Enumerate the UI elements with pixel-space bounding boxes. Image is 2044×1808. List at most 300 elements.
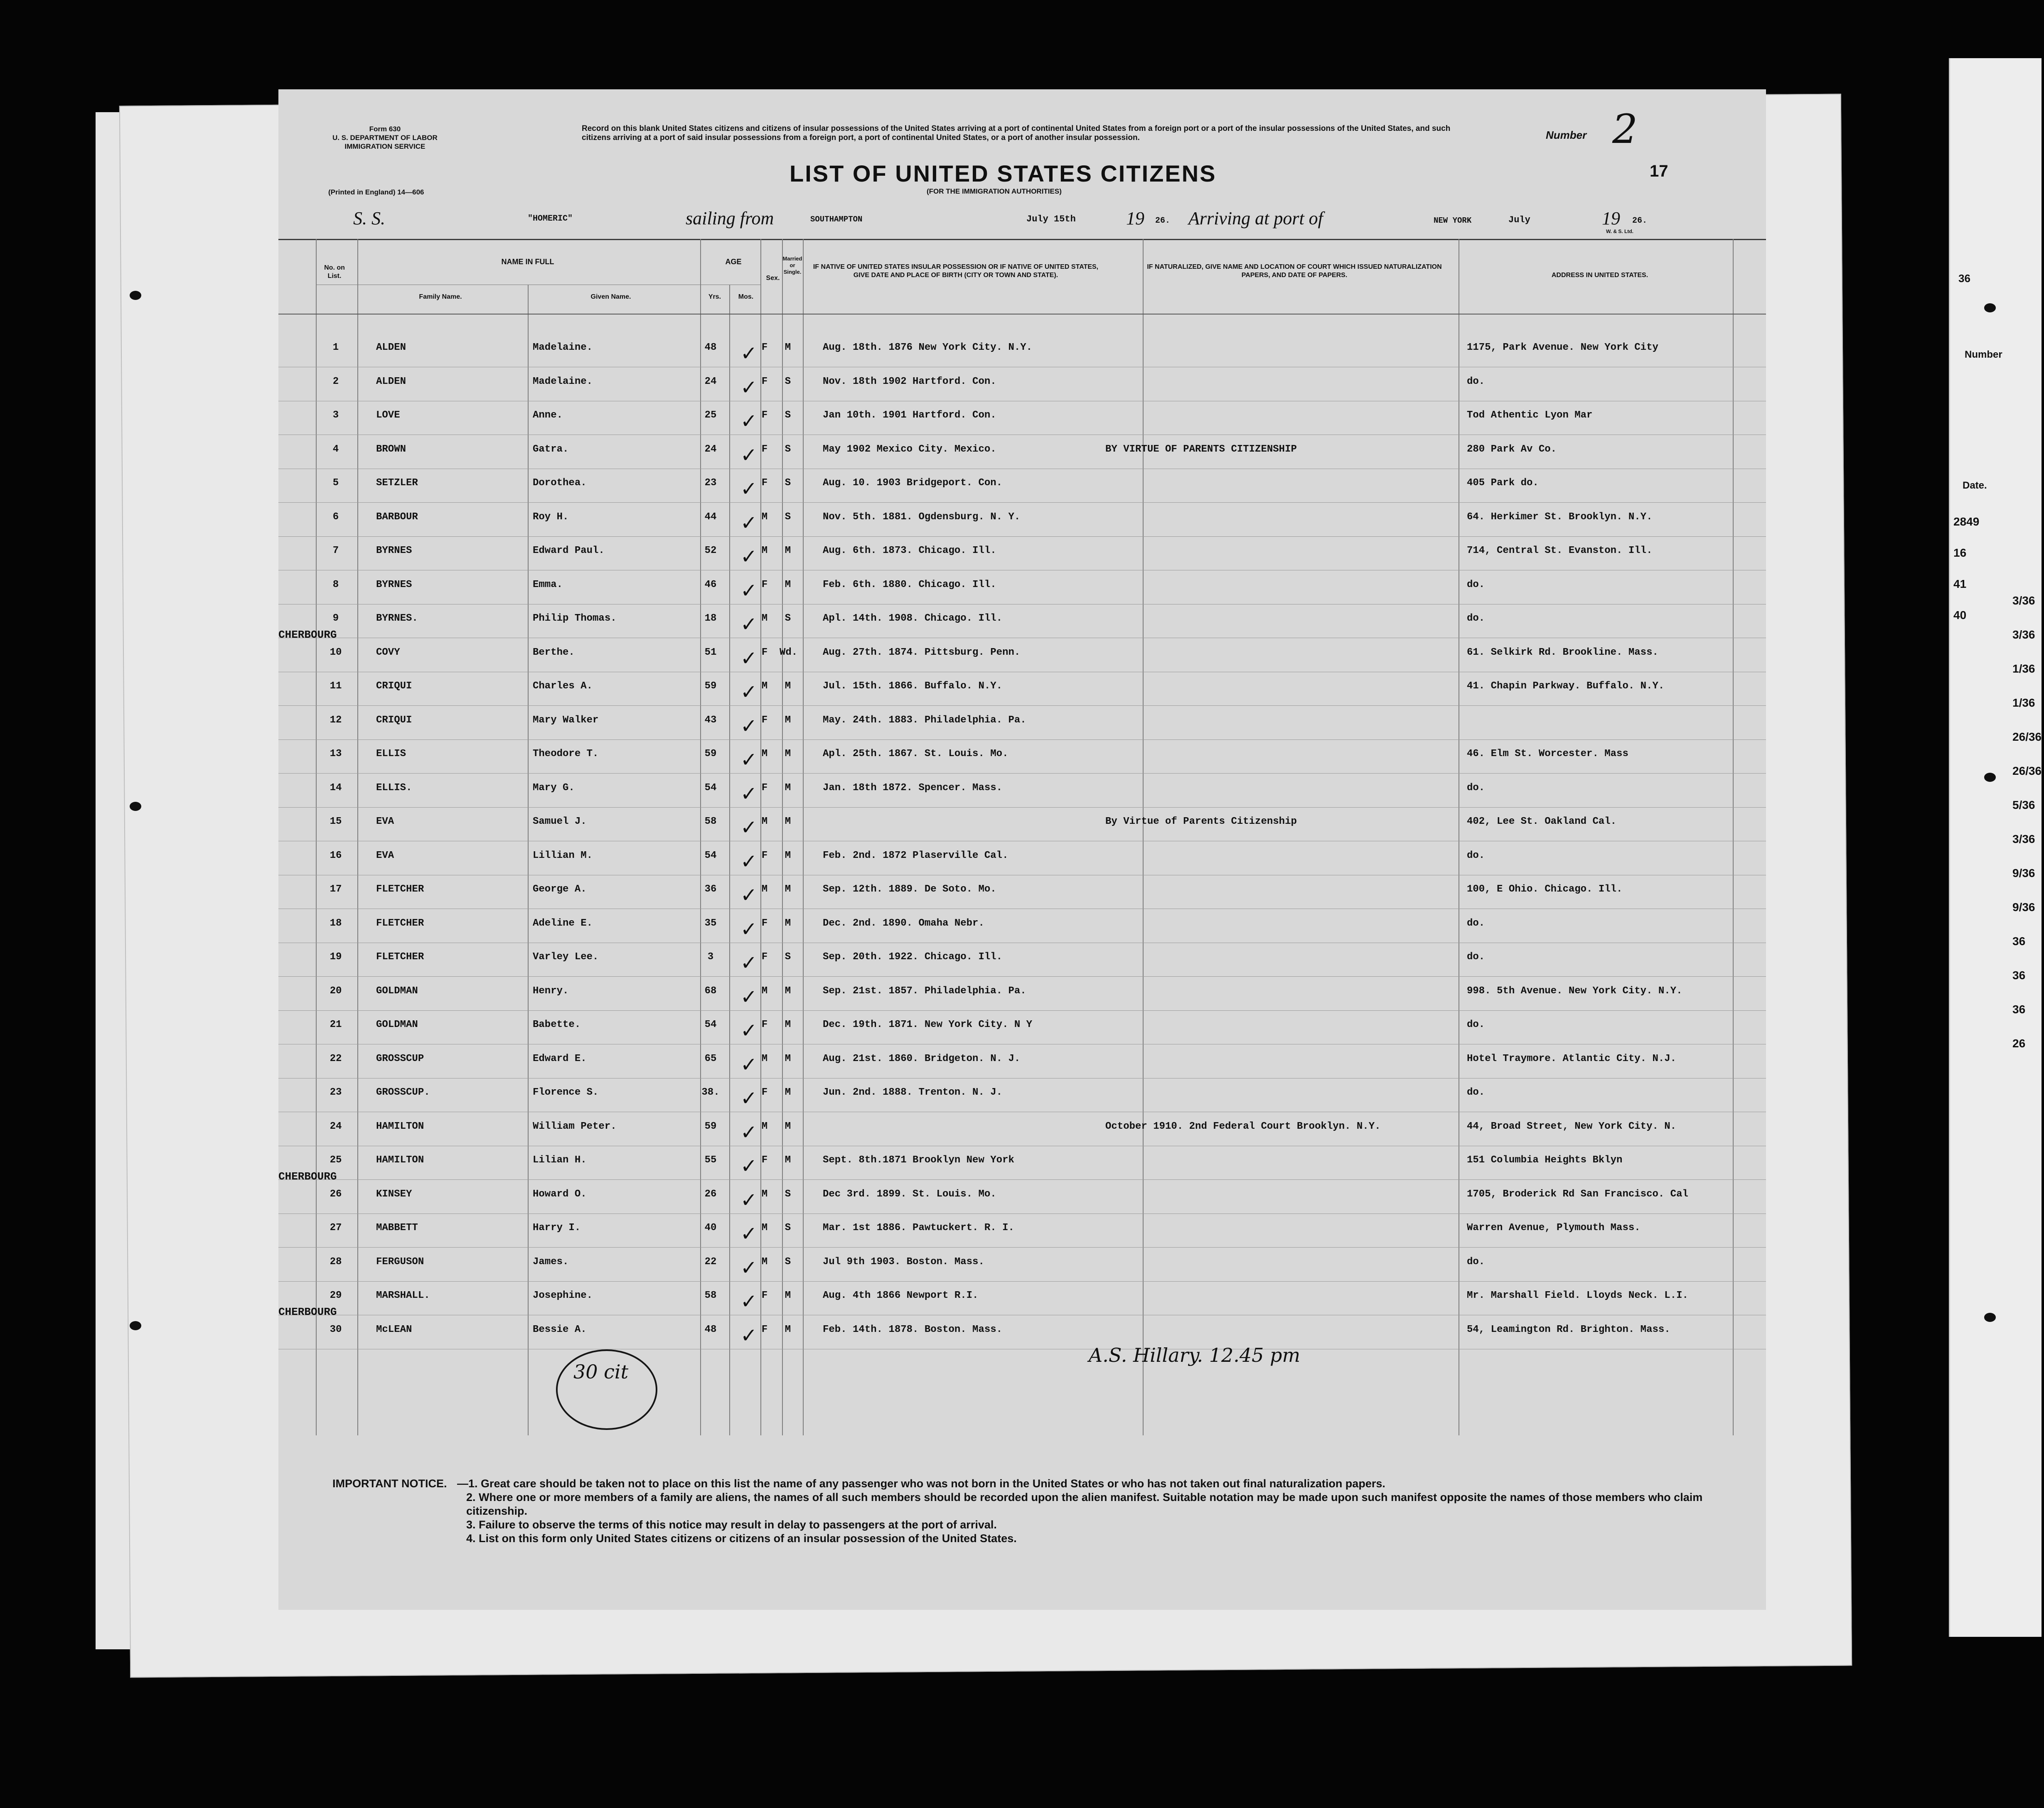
right-date-label: Date.: [1963, 480, 1987, 491]
given-name: Josephine.: [533, 1290, 593, 1301]
table-row: [278, 436, 1766, 469]
row-number: 8: [332, 579, 339, 590]
age-years: 48: [704, 1324, 717, 1335]
table-row: [278, 808, 1766, 842]
birth-info: Jun. 2nd. 1888. Trenton. N. J.: [823, 1087, 1003, 1098]
page-number: 17: [1650, 162, 1668, 180]
check-mark: ✓: [740, 1019, 758, 1042]
row-number: 29: [330, 1290, 342, 1301]
check-mark: ✓: [740, 1188, 758, 1212]
sex: M: [761, 816, 768, 827]
us-address: 998. 5th Avenue. New York City. N.Y.: [1467, 985, 1682, 997]
header-yrs: Yrs.: [708, 293, 721, 300]
age-years: 38.: [701, 1087, 720, 1098]
sex: F: [761, 342, 768, 353]
birth-info: Aug. 6th. 1873. Chicago. Ill.: [823, 545, 996, 556]
sex: F: [761, 714, 768, 726]
row-number: 1: [332, 342, 339, 353]
us-address: 714, Central St. Evanston. Ill.: [1467, 545, 1653, 556]
check-mark: ✓: [740, 748, 758, 771]
table-row: [278, 843, 1766, 876]
check-mark: ✓: [740, 714, 758, 738]
row-number: 25: [330, 1155, 342, 1166]
given-name: Mary Walker: [533, 714, 599, 726]
family-name: SETZLER: [376, 477, 418, 489]
us-address: Mr. Marshall Field. Lloyds Neck. L.I.: [1467, 1290, 1688, 1301]
sex: M: [761, 680, 768, 692]
printer: W. & S. Ltd.: [1606, 228, 1633, 234]
given-name: Mary G.: [533, 782, 575, 793]
us-address: 54, Leamington Rd. Brighton. Mass.: [1467, 1324, 1670, 1335]
circled-note: [544, 1340, 669, 1440]
birth-info: Apl. 14th. 1908. Chicago. Ill.: [823, 613, 1003, 624]
preamble: Record on this blank United States citizens and citizens of insular possessions of the United States arriving at a port of continental United States from a foreign port or a port of the insular possessions of the United States, and such citizens arriving at a port of said insular possessions from a foreign port, a port of continental United States, or a port of another insular possession.: [582, 124, 1451, 142]
header-married: Married or Single.: [782, 255, 802, 275]
family-name: HAMILTON: [376, 1155, 424, 1166]
family-name: EVA: [376, 850, 394, 861]
birth-info: Nov. 5th. 1881. Ogdensburg. N. Y.: [823, 511, 1021, 523]
age-years: 43: [704, 714, 717, 726]
family-name: COVY: [376, 646, 400, 658]
table-row: [278, 1147, 1766, 1180]
row-rule: [278, 1281, 1766, 1282]
birth-info: Aug. 27th. 1874. Pittsburg. Penn.: [823, 646, 1021, 658]
marital-status: S: [785, 376, 791, 387]
given-name: Bessie A.: [533, 1324, 587, 1335]
us-address: 405 Park do.: [1467, 477, 1539, 489]
us-address: do.: [1467, 1019, 1485, 1030]
check-mark: ✓: [740, 579, 758, 602]
birth-info: Aug. 21st. 1860. Bridgeton. N. J.: [823, 1053, 1021, 1064]
sex: M: [761, 1120, 768, 1132]
age-years: 24: [704, 443, 717, 455]
family-name: CRIQUI: [376, 680, 412, 692]
marital-status: M: [785, 1053, 791, 1064]
sex: M: [761, 545, 768, 556]
marital-status: M: [785, 545, 791, 556]
given-name: Henry.: [533, 985, 569, 997]
us-address: do.: [1467, 1087, 1485, 1098]
family-name: FLETCHER: [376, 951, 424, 963]
check-mark: ✓: [740, 850, 758, 873]
sex: F: [761, 1087, 768, 1098]
birth-info: Feb. 2nd. 1872 Plaserville Cal.: [823, 850, 1008, 861]
us-address: 151 Columbia Heights Bklyn: [1467, 1155, 1623, 1166]
table-row: [278, 1317, 1766, 1350]
row-rule: [278, 773, 1766, 774]
given-name: Dorothea.: [533, 477, 587, 489]
sex: F: [761, 579, 768, 590]
row-number: 2: [332, 376, 339, 387]
sex: F: [761, 1019, 768, 1030]
marital-status: M: [785, 816, 791, 827]
given-name: Berthe.: [533, 646, 575, 658]
table-row: [278, 1215, 1766, 1248]
us-address: do.: [1467, 850, 1485, 861]
us-address: 41. Chapin Parkway. Buffalo. N.Y.: [1467, 680, 1665, 692]
sex: F: [761, 1290, 768, 1301]
marital-status: M: [785, 1324, 791, 1335]
ship-name: "HOMERIC": [528, 214, 573, 224]
row-number: 5: [332, 477, 339, 489]
table-row: [278, 334, 1766, 368]
row-number: 20: [330, 985, 342, 997]
check-mark: ✓: [740, 1120, 758, 1144]
check-mark: ✓: [740, 1222, 758, 1245]
row-number: 10: [330, 646, 342, 658]
marital-status: M: [785, 1120, 791, 1132]
check-mark: ✓: [740, 1053, 758, 1076]
us-address: 1175, Park Avenue. New York City: [1467, 342, 1658, 353]
form-number: Form 630: [369, 125, 401, 133]
given-name: Edward E.: [533, 1053, 587, 1064]
right-date: 3/36: [2012, 628, 2035, 641]
given-name: Lilian H.: [533, 1155, 587, 1166]
number-label: Number: [1546, 129, 1587, 141]
us-address: 44, Broad Street, New York City. N.: [1467, 1120, 1677, 1132]
naturalization-info: BY VIRTUE OF PARENTS CITIZENSHIP: [1105, 443, 1297, 455]
table-row: [278, 775, 1766, 808]
age-years: 54: [704, 850, 717, 861]
sex: M: [761, 613, 768, 624]
table-row: [278, 707, 1766, 740]
margin-port-label: CHERBOURG: [278, 1305, 337, 1318]
us-address: do.: [1467, 613, 1485, 624]
sex: M: [761, 884, 768, 895]
age-years: 26: [704, 1188, 717, 1200]
age-years: 59: [704, 680, 717, 692]
table-row: [278, 1046, 1766, 1079]
marital-status: M: [785, 579, 791, 590]
check-mark: ✓: [740, 545, 758, 568]
sail-date: July 15th: [1026, 214, 1076, 224]
header-mos: Mos.: [738, 293, 754, 300]
row-number: 7: [332, 545, 339, 556]
background-sheet-right: [1949, 58, 2042, 1637]
given-name: Emma.: [533, 579, 563, 590]
age-years: 51: [704, 646, 717, 658]
birth-info: Jan 10th. 1901 Hartford. Con.: [823, 410, 996, 421]
signature: A.S. Hillary. 12.45 pm: [1089, 1344, 1301, 1366]
row-number: 28: [330, 1256, 342, 1268]
birth-info: May 1902 Mexico City. Mexico.: [823, 443, 996, 455]
us-address: do.: [1467, 579, 1485, 590]
marital-status: M: [785, 1155, 791, 1166]
age-years: 48: [704, 342, 717, 353]
family-name: MARSHALL.: [376, 1290, 430, 1301]
check-mark: ✓: [740, 376, 758, 399]
birth-info: Sept. 8th.1871 Brooklyn New York: [823, 1155, 1014, 1166]
notice-label: IMPORTANT NOTICE.: [332, 1477, 447, 1490]
right-date: 36: [2012, 1003, 2026, 1016]
binder-hole: [130, 802, 141, 811]
margin-port-label: CHERBOURG: [278, 628, 337, 641]
row-number: 14: [330, 782, 342, 793]
header-sex: Sex.: [766, 275, 780, 282]
right-number: 40: [1953, 609, 1967, 622]
row-number: 15: [330, 816, 342, 827]
us-address: do.: [1467, 376, 1485, 387]
birth-info: Feb. 14th. 1878. Boston. Mass.: [823, 1324, 1003, 1335]
notice-item: 4. List on this form only United States citizens or citizens of an insular possession of the United States.: [466, 1532, 1017, 1545]
table-row: [278, 504, 1766, 537]
given-name: Theodore T.: [533, 748, 599, 759]
us-address: do.: [1467, 782, 1485, 793]
age-years: 59: [704, 1120, 717, 1132]
row-rule: [278, 1247, 1766, 1248]
sex: F: [761, 410, 768, 421]
age-years: 59: [704, 748, 717, 759]
check-mark: ✓: [740, 1290, 758, 1313]
table-row: [278, 538, 1766, 571]
row-number: 17: [330, 884, 342, 895]
given-name: Harry I.: [533, 1222, 581, 1233]
family-name: BYRNES: [376, 579, 412, 590]
table-row: [278, 605, 1766, 639]
row-rule: [278, 705, 1766, 706]
table-row: [278, 639, 1766, 673]
row-number: 26: [330, 1188, 342, 1200]
notice-items: [457, 1477, 1741, 1545]
check-mark: ✓: [740, 680, 758, 704]
right-date: 3/36: [2012, 594, 2035, 607]
family-name: BROWN: [376, 443, 406, 455]
year-prefix-2: 19: [1602, 208, 1620, 228]
marital-status: M: [785, 1019, 791, 1030]
family-name: ELLIS.: [376, 782, 412, 793]
sex: F: [761, 850, 768, 861]
given-name: Gatra.: [533, 443, 569, 455]
port-to: NEW YORK: [1434, 216, 1472, 225]
right-date: 1/36: [2012, 696, 2035, 709]
sex: M: [761, 1053, 768, 1064]
family-name: ALDEN: [376, 376, 406, 387]
birth-info: Nov. 18th 1902 Hartford. Con.: [823, 376, 996, 387]
sex: F: [761, 917, 768, 929]
marital-status: M: [785, 680, 791, 692]
birth-info: Dec. 19th. 1871. New York City. N Y: [823, 1019, 1033, 1030]
manifest-form: [278, 89, 1766, 1610]
age-years: 52: [704, 545, 717, 556]
sailing-from-label: sailing from: [686, 208, 774, 228]
row-number: 18: [330, 917, 342, 929]
sex: M: [761, 748, 768, 759]
right-col-number: 36: [1958, 272, 1970, 285]
table-row: [278, 1181, 1766, 1214]
right-date: 36: [2012, 969, 2026, 982]
birth-info: Dec. 2nd. 1890. Omaha Nebr.: [823, 917, 984, 929]
sex: F: [761, 782, 768, 793]
row-number: 24: [330, 1120, 342, 1132]
row-number: 30: [330, 1324, 342, 1335]
check-mark: ✓: [740, 917, 758, 941]
given-name: Florence S.: [533, 1087, 599, 1098]
given-name: Howard O.: [533, 1188, 587, 1200]
header-no: No. on List.: [324, 264, 345, 280]
sex: M: [761, 1256, 768, 1268]
sex: F: [761, 477, 768, 489]
table-row: [278, 1113, 1766, 1147]
age-years: 55: [704, 1155, 717, 1166]
table-row: [278, 402, 1766, 435]
us-address: 100, E Ohio. Chicago. Ill.: [1467, 884, 1623, 895]
marital-status: M: [785, 1087, 791, 1098]
row-number: 3: [332, 410, 339, 421]
table-row: [278, 944, 1766, 977]
family-name: GOLDMAN: [376, 1019, 418, 1030]
birth-info: Feb. 6th. 1880. Chicago. Ill.: [823, 579, 996, 590]
check-mark: ✓: [740, 613, 758, 636]
marital-status: M: [785, 342, 791, 353]
notice-item: —1. Great care should be taken not to place on this list the name of any passenger who was not born in the United States or who has not taken out final naturalization papers.: [457, 1477, 1385, 1490]
birth-info: Aug. 18th. 1876 New York City. N.Y.: [823, 342, 1033, 353]
marital-status: M: [785, 917, 791, 929]
check-mark: ✓: [740, 646, 758, 670]
marital-status: S: [785, 613, 791, 624]
family-name: GROSSCUP.: [376, 1087, 430, 1098]
circled-note-text: 30 cit: [573, 1361, 629, 1383]
age-years: 68: [704, 985, 717, 997]
us-address: Tod Athentic Lyon Mar: [1467, 410, 1593, 421]
age-years: 24: [704, 376, 717, 387]
row-number: 12: [330, 714, 342, 726]
family-name: EVA: [376, 816, 394, 827]
us-address: 402, Lee St. Oakland Cal.: [1467, 816, 1617, 827]
table-row: [278, 470, 1766, 503]
check-mark: ✓: [740, 884, 758, 907]
binder-hole: [130, 1321, 141, 1330]
right-number: 2849: [1953, 515, 1980, 528]
check-mark: ✓: [740, 782, 758, 806]
age-years: 3: [707, 951, 714, 963]
table-row: [278, 1079, 1766, 1113]
given-name: Madelaine.: [533, 376, 593, 387]
check-mark: ✓: [740, 511, 758, 535]
row-number: 27: [330, 1222, 342, 1233]
right-number: 16: [1953, 546, 1967, 559]
marital-status: S: [785, 1188, 791, 1200]
family-name: FLETCHER: [376, 884, 424, 895]
check-mark: ✓: [740, 1256, 758, 1280]
marital-status: M: [785, 850, 791, 861]
naturalization-info: October 1910. 2nd Federal Court Brooklyn. N.Y.: [1105, 1120, 1381, 1132]
check-mark: ✓: [740, 816, 758, 839]
family-name: GROSSCUP: [376, 1053, 424, 1064]
service: IMMIGRATION SERVICE: [344, 142, 426, 150]
family-name: HAMILTON: [376, 1120, 424, 1132]
row-rule: [278, 1010, 1766, 1011]
row-number: 19: [330, 951, 342, 963]
given-name: Madelaine.: [533, 342, 593, 353]
marital-status: M: [785, 714, 791, 726]
check-mark: ✓: [740, 1324, 758, 1347]
naturalization-info: By Virtue of Parents Citizenship: [1105, 816, 1297, 827]
right-date: 9/36: [2012, 901, 2035, 914]
marital-status: S: [785, 951, 791, 963]
table-row: [278, 368, 1766, 402]
check-mark: ✓: [740, 477, 758, 501]
given-name: Roy H.: [533, 511, 569, 523]
age-years: 54: [704, 782, 717, 793]
port-from: SOUTHAMPTON: [810, 215, 863, 224]
right-number: 41: [1953, 577, 1967, 590]
table-row: [278, 1282, 1766, 1316]
row-rule: [278, 1179, 1766, 1180]
age-years: 65: [704, 1053, 717, 1064]
given-name: Lillian M.: [533, 850, 593, 861]
age-years: 36: [704, 884, 717, 895]
sex: F: [761, 376, 768, 387]
table-row: [278, 572, 1766, 605]
marital-status: S: [785, 443, 791, 455]
check-mark: ✓: [740, 342, 758, 365]
check-mark: ✓: [740, 443, 758, 467]
header-family-name: Family Name.: [419, 293, 462, 300]
birth-info: Jul. 15th. 1866. Buffalo. N.Y.: [823, 680, 1003, 692]
birth-info: Apl. 25th. 1867. St. Louis. Mo.: [823, 748, 1008, 759]
right-date: 1/36: [2012, 662, 2035, 675]
sex: F: [761, 646, 768, 658]
table-row: [278, 673, 1766, 706]
birth-info: Sep. 20th. 1922. Chicago. Ill.: [823, 951, 1003, 963]
family-name: BYRNES.: [376, 613, 418, 624]
check-mark: ✓: [740, 1155, 758, 1178]
sex: M: [761, 1222, 768, 1233]
sex: M: [761, 985, 768, 997]
given-name: Varley Lee.: [533, 951, 599, 963]
table-row: [278, 1012, 1766, 1045]
given-name: Philip Thomas.: [533, 613, 617, 624]
right-date: 36: [2012, 935, 2026, 948]
family-name: BYRNES: [376, 545, 412, 556]
us-address: do.: [1467, 951, 1485, 963]
sex: F: [761, 951, 768, 963]
birth-info: Jan. 18th 1872. Spencer. Mass.: [823, 782, 1003, 793]
given-name: James.: [533, 1256, 569, 1268]
binder-hole: [130, 291, 141, 300]
row-number: 22: [330, 1053, 342, 1064]
row-number: 11: [330, 680, 342, 692]
family-name: GOLDMAN: [376, 985, 418, 997]
ss-label: S. S.: [353, 208, 385, 228]
age-years: 58: [704, 816, 717, 827]
header-naturalized: IF NATURALIZED, GIVE NAME AND LOCATION OF COURT WHICH ISSUED NATURALIZATION PAPERS, AND DATE OF PAPERS.: [1147, 263, 1442, 279]
given-name: Anne.: [533, 410, 563, 421]
right-date: 26/36: [2012, 730, 2042, 743]
right-date: 26: [2012, 1037, 2026, 1050]
year-prefix: 19: [1126, 208, 1144, 228]
age-years: 54: [704, 1019, 717, 1030]
header-rule: [278, 239, 1766, 240]
us-address: do.: [1467, 917, 1485, 929]
age-years: 22: [704, 1256, 717, 1268]
given-name: Charles A.: [533, 680, 593, 692]
given-name: Samuel J.: [533, 816, 587, 827]
right-date: 3/36: [2012, 833, 2035, 845]
marital-status: M: [785, 985, 791, 997]
marital-status: Wd.: [780, 646, 798, 658]
number-value: 2: [1612, 106, 1638, 152]
marital-status: S: [785, 1222, 791, 1233]
header-address: ADDRESS IN UNITED STATES.: [1551, 272, 1648, 279]
given-name: Babette.: [533, 1019, 581, 1030]
family-name: FERGUSON: [376, 1256, 424, 1268]
row-number: 9: [332, 613, 339, 624]
us-address: 64. Herkimer St. Brooklyn. N.Y.: [1467, 511, 1653, 523]
birth-info: Jul 9th 1903. Boston. Mass.: [823, 1256, 984, 1268]
sex: F: [761, 443, 768, 455]
family-name: CRIQUI: [376, 714, 412, 726]
